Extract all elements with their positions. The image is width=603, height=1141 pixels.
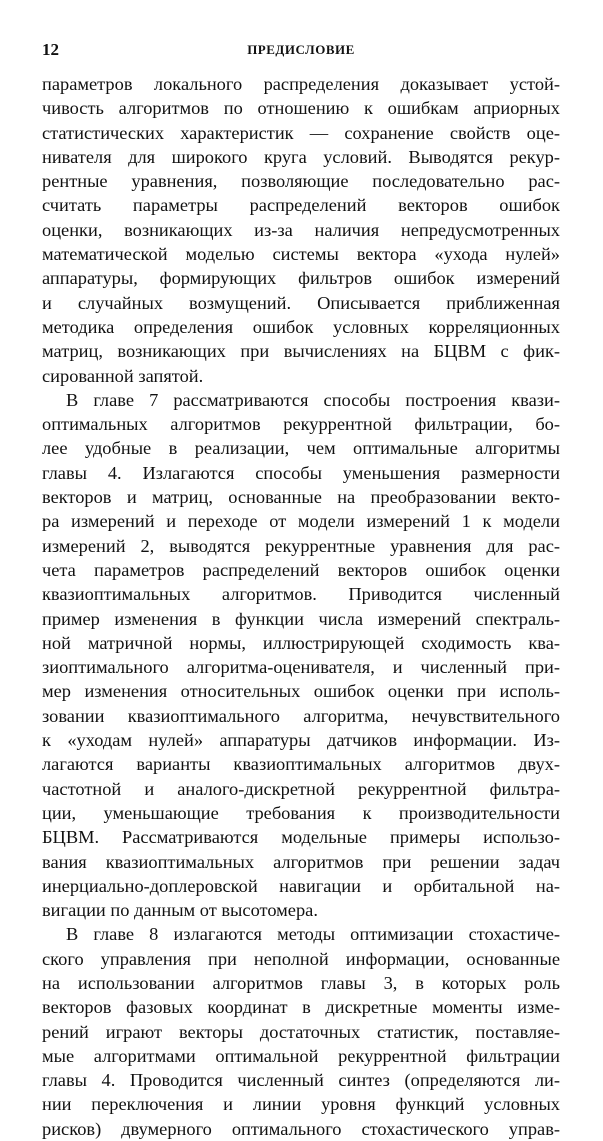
text-line: инерциально-доплеровской навигации и орбитальной на- [42,875,560,896]
text-line: оптимальных алгоритмов рекуррентной фильтрации, бо- [42,414,560,435]
text-line: измерений 2, выводятся рекуррентные уравнения для рас- [42,535,560,556]
text-line: и случайных возмущений. Описывается приближенная [42,292,560,313]
text-line: БЦВМ. Рассматриваются модельные примеры использо- [42,827,560,848]
text-line: математической моделью системы вектора «ухода нулей» [42,244,560,265]
text-line: зовании квазиоптимального алгоритма, нечувствительного [42,705,560,726]
text-line: мер изменения относительных ошибок оценки при исполь- [42,681,560,702]
text-line: чивость алгоритмов по отношению к ошибкам априорных [42,98,560,119]
text-line: вигации по данным от высотомера. [42,900,318,921]
text-line: нии переключения и линии уровня функций условных [42,1094,560,1115]
body-text [42,72,560,1141]
text-line: нивателя для широкого круга условий. Выводятся рекур- [42,146,560,167]
text-line: ции, уменьшающие требования к производительности [42,802,560,823]
page-number: 12 [42,40,59,59]
text-line: рисков) двумерного оптимального стохастического управ- [42,1118,560,1139]
text-line: квазиоптимальных алгоритмов. Приводится численный [42,584,560,605]
text-line: векторов и матриц, основанные на преобразовании векто- [42,487,560,508]
text-line: вания квазиоптимальных алгоритмов при решении задач [42,851,560,872]
text-line: аппаратуры, формирующих фильтров ошибок измерений [42,268,560,289]
text-line: пример изменения в функции числа измерений спектраль- [42,608,560,629]
text-line: на использовании алгоритмов главы 3, в которых роль [42,972,560,993]
text-line: зиоптимального алгоритма-оценивателя, и численный при- [42,657,560,678]
text-line: ского управления при неполной информации, основанные [42,948,560,969]
text-line: сированной запятой. [42,365,204,386]
text-line: ной матричной нормы, иллюстрирующей сходимость ква- [42,632,560,653]
text-line: считать параметры распределений векторов ошибок [42,195,560,216]
text-line: чета параметров распределений векторов ошибок оценки [42,559,560,580]
text-line: статистических характеристик — сохранение свойств оце- [42,122,560,143]
text-line: к «уходам нулей» аппаратуры датчиков информации. Из- [42,730,560,751]
text-line: ра измерений и переходе от модели измерений 1 к модели [42,511,560,532]
paragraph-start-line: В главе 7 рассматриваются способы построения квази- [66,389,560,410]
running-title: ПРЕДИСЛОВИЕ [247,42,355,57]
text-line: лее удобные в реализации, чем оптимальные алгоритмы [42,438,560,459]
text-line: лагаются варианты квазиоптимальных алгоритмов двух- [42,754,560,775]
paragraph-start-line: В главе 8 излагаются методы оптимизации стохастиче- [66,924,560,945]
text-line: методика определения ошибок условных корреляционных [42,316,560,337]
text-line: рений играют векторы достаточных статистик, поставляе- [42,1021,560,1042]
text-line: частотной и аналого-дискретной рекуррентной фильтра- [42,778,560,799]
text-line: главы 4. Излагаются способы уменьшения размерности [42,462,560,483]
text-line: мые алгоритмами оптимальной рекуррентной фильтрации [42,1045,560,1066]
text-line: матриц, возникающих при вычислениях на БЦВМ с фик- [42,341,560,362]
text-line: параметров локального распределения доказывает устой- [42,74,560,94]
text-line: главы 4. Проводится численный синтез (определяются ли- [42,1070,560,1091]
text-line: рентные уравнения, позволяющие последовательно рас- [42,171,560,192]
text-line: оценки, возникающих из-за наличия непредусмотренных [42,219,560,240]
page-header [42,40,560,60]
text-line: векторов фазовых координат в дискретные моменты изме- [42,997,560,1018]
